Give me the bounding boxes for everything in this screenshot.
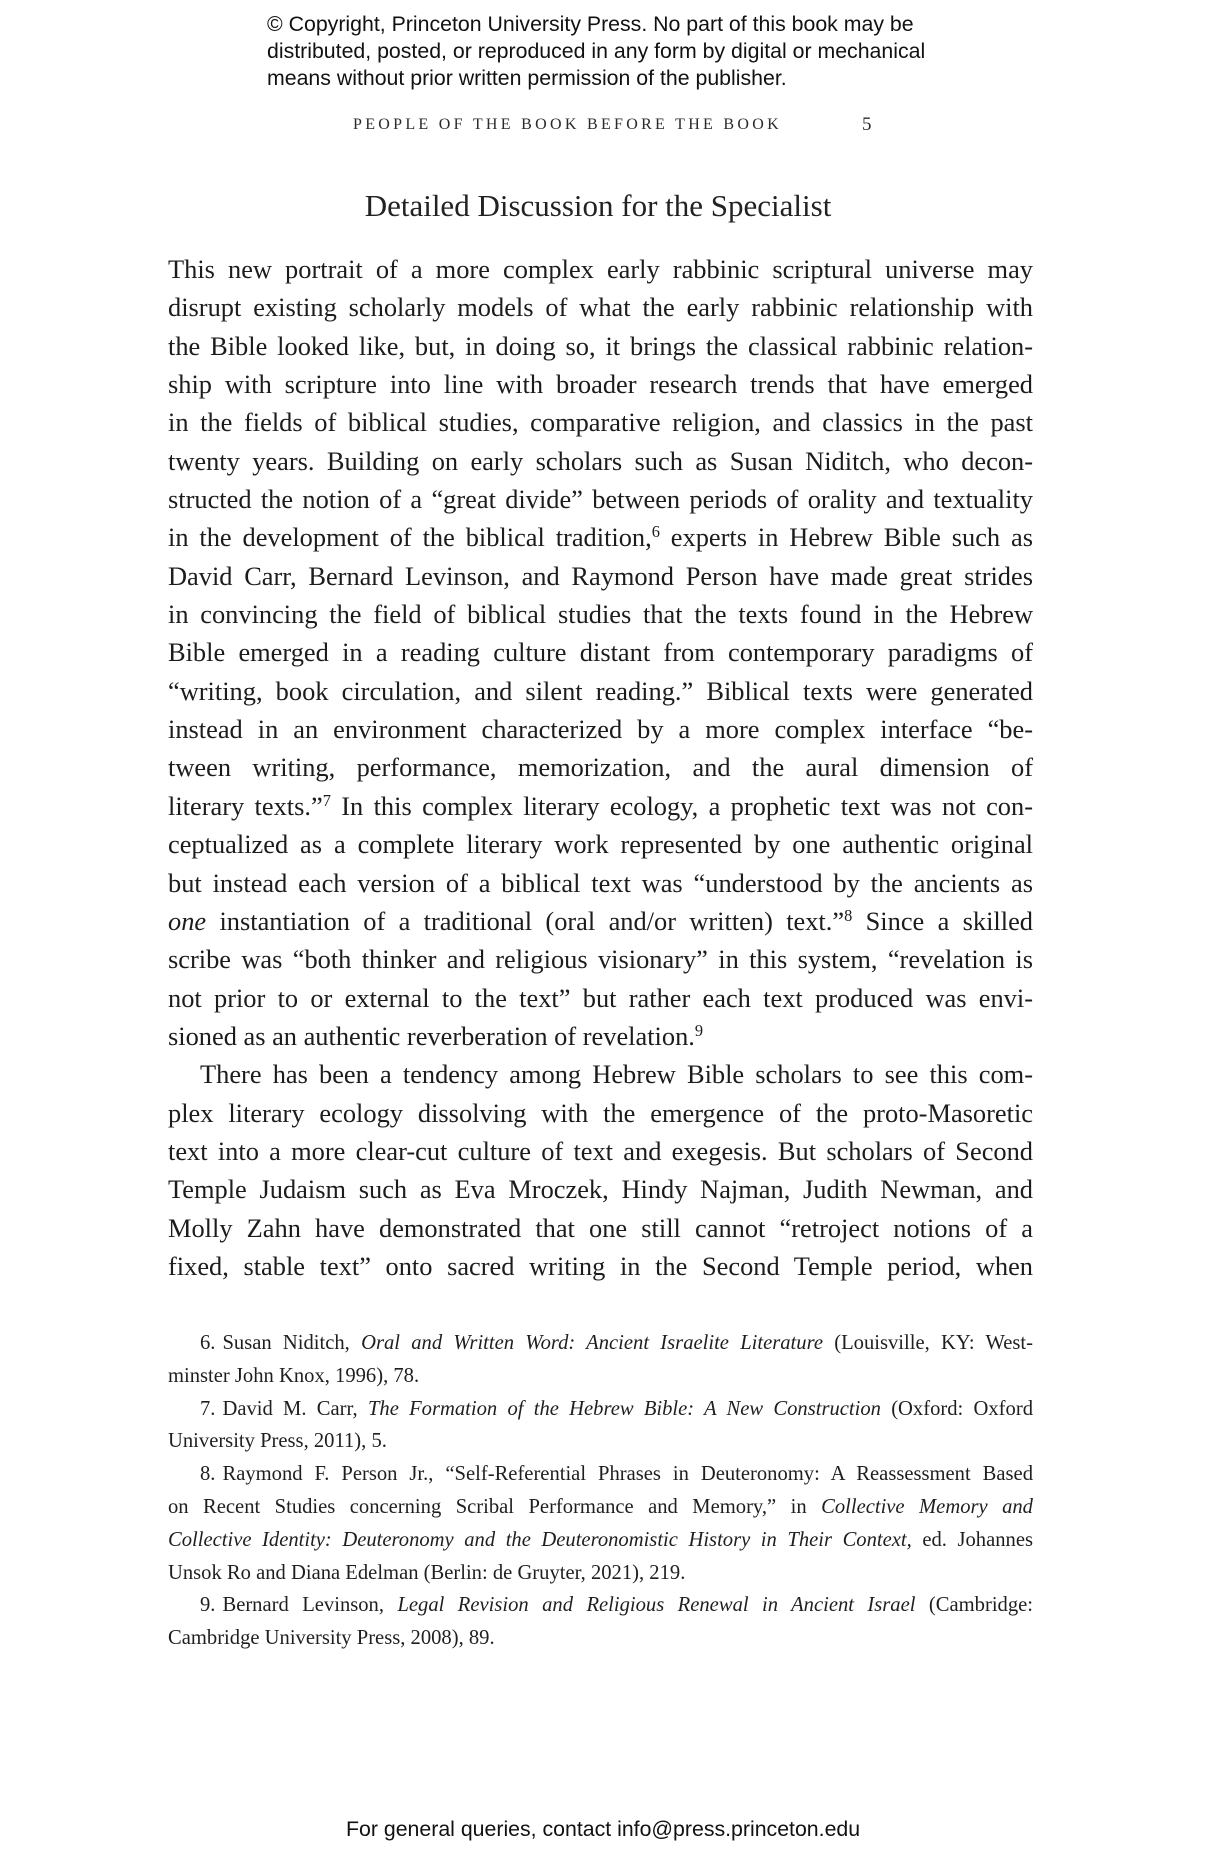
- footnote-marker[interactable]: 7: [322, 790, 331, 810]
- text-run: ceptualized as a complete literary work represented by one authentic original: [168, 829, 1033, 860]
- text-run: (Louisville, KY: West-: [822, 1332, 1033, 1354]
- text-line: [168, 979, 1033, 1017]
- text-run: literary texts.”: [168, 790, 323, 821]
- text-run: twenty years. Building on early scholars such as Susan Niditch, who decon-: [168, 445, 1033, 476]
- page-number: 5: [862, 114, 872, 135]
- text-line: [168, 864, 1033, 902]
- italic-text: Oral and Written Word: Ancient Israelite Literature: [361, 1332, 823, 1354]
- footnote-line: [168, 1589, 1033, 1622]
- footnote-line: [168, 1491, 1033, 1524]
- footnote: [168, 1393, 1033, 1459]
- text-run: in the development of the biblical tradition,: [168, 522, 652, 553]
- text-line: [168, 1247, 1033, 1285]
- text-line: [168, 1132, 1033, 1170]
- text-run: scribe was “both thinker and religious visionary” in this system, “revelation is: [168, 944, 1033, 975]
- text-line: [168, 633, 1033, 671]
- text-run: not prior to or external to the text” but rather each text produced was envi-: [168, 982, 1033, 1013]
- text-run: Unsok Ro and Diana Edelman (Berlin: de Gruyter, 2021), 219.: [168, 1561, 686, 1584]
- footnote-line: [168, 1425, 1033, 1458]
- text-line: [168, 557, 1033, 595]
- text-run: Bible emerged in a reading culture distant from contemporary paradigms of: [168, 637, 1033, 668]
- running-head-title: PEOPLE OF THE BOOK BEFORE THE BOOK: [353, 116, 782, 133]
- footnote-number: 8.: [200, 1463, 216, 1486]
- footnote-marker[interactable]: 6: [651, 522, 660, 542]
- footnote-line: [168, 1360, 1033, 1393]
- footer-contact: For general queries, contact info@press.princeton.edu: [346, 1817, 861, 1841]
- text-run: ed. Johannes: [911, 1528, 1033, 1551]
- text-line: [168, 480, 1033, 518]
- italic-text: Collective Memory and: [821, 1495, 1033, 1518]
- text-line: [168, 1094, 1033, 1132]
- footnote-line: [168, 1393, 1033, 1426]
- text-line: [168, 902, 1033, 940]
- text-run: in convincing the field of biblical studies that the texts found in the Hebrew: [168, 599, 1033, 630]
- text-run: instantiation of a traditional (oral and/or written) text.”: [206, 905, 845, 936]
- text-line: [168, 710, 1033, 748]
- text-run: in the fields of biblical studies, comparative religion, and classics in the past: [168, 407, 1033, 438]
- text-run: Cambridge University Press, 2008), 89.: [168, 1627, 495, 1650]
- italic-text: Legal Revision and Religious Renewal in Ancient Israel: [397, 1594, 916, 1617]
- text-run: sioned as an authentic reverberation of revelation.: [168, 1020, 695, 1051]
- italic-text: Collective Identity: Deuteronomy and the Deuteronomistic History in Their Context,: [168, 1528, 912, 1551]
- copyright-line: distributed, posted, or reproduced in any form by digital or mechanical: [267, 39, 926, 63]
- text-run: experts in Hebrew Bible such as: [659, 522, 1033, 553]
- text-run: Temple Judaism such as Eva Mroczek, Hindy Najman, Judith Newman, and: [168, 1174, 1033, 1205]
- text-line: [168, 288, 1033, 326]
- footnote-line: [168, 1327, 1033, 1360]
- italic-text: The Formation of the Hebrew Bible: A New Construction: [367, 1397, 881, 1420]
- text-run: minster John Knox, 1996), 78.: [168, 1364, 420, 1387]
- footnote-marker[interactable]: 8: [844, 905, 853, 925]
- text-line: [168, 595, 1033, 633]
- text-run: disrupt existing scholarly models of what the early rabbinic relationship with: [168, 292, 1033, 323]
- text-run: instead in an environment characterized by a more complex interface “be-: [168, 714, 1033, 745]
- text-line: [168, 1209, 1033, 1247]
- section-heading: Detailed Discussion for the Specialist: [364, 188, 832, 223]
- text-run: Molly Zahn have demonstrated that one still cannot “retroject notions of a: [168, 1212, 1033, 1243]
- footnote: [168, 1327, 1033, 1393]
- text-run: the Bible looked like, but, in doing so, it brings the classical rabbinic relation-: [168, 330, 1033, 361]
- footnote-line: [168, 1622, 1033, 1655]
- text-line: [168, 403, 1033, 441]
- text-run: David Carr, Bernard Levinson, and Raymond Person have made great strides: [168, 560, 1033, 591]
- text-line: [168, 365, 1033, 403]
- text-run: but instead each version of a biblical text was “understood by the ancients as: [168, 867, 1033, 898]
- text-line: [168, 748, 1033, 786]
- footnotes: [168, 1327, 1033, 1655]
- text-run: (Oxford: Oxford: [880, 1397, 1033, 1420]
- text-run: (Cambridge:: [915, 1594, 1034, 1617]
- text-line: [168, 1055, 1033, 1093]
- text-run: ship with scripture into line with broader research trends that have emerged: [168, 369, 1033, 400]
- text-line: [168, 787, 1033, 825]
- footnote-line: [168, 1458, 1033, 1491]
- text-line: [168, 518, 1033, 556]
- text-line: [168, 1170, 1033, 1208]
- text-run: structed the notion of a “great divide” between periods of orality and textuality: [168, 484, 1033, 515]
- copyright-notice: [267, 11, 987, 92]
- text-run: “writing, book circulation, and silent reading.” Biblical texts were generated: [168, 675, 1033, 706]
- text-line: [168, 1017, 1033, 1055]
- footnote-marker[interactable]: 9: [694, 1020, 704, 1040]
- text-run: David M. Carr,: [222, 1397, 368, 1420]
- text-run: Since a skilled: [852, 905, 1034, 936]
- footnote: [168, 1458, 1033, 1589]
- italic-text: one: [168, 905, 207, 936]
- copyright-line: means without prior written permission of the publisher.: [267, 66, 787, 90]
- text-line: [168, 442, 1033, 480]
- text-run: University Press, 2011), 5.: [168, 1430, 387, 1453]
- footnote: [168, 1589, 1033, 1655]
- footnote-number: 7.: [200, 1397, 216, 1420]
- footnote-number: 9.: [200, 1594, 216, 1617]
- text-line: [168, 825, 1033, 863]
- text-run: This new portrait of a more complex early rabbinic scriptural universe may: [168, 254, 1033, 284]
- paragraph: [168, 250, 1033, 1055]
- text-run: Susan Niditch,: [222, 1332, 362, 1354]
- footnote-number: 6.: [200, 1332, 216, 1354]
- text-run: plex literary ecology dissolving with the emergence of the proto-Masoretic: [168, 1097, 1033, 1128]
- text-line: [168, 940, 1033, 978]
- text-run: text into a more clear-cut culture of text and exegesis. But scholars of Second: [168, 1135, 1033, 1166]
- text-run: Bernard Levinson,: [222, 1594, 398, 1617]
- text-line: [168, 250, 1033, 288]
- copyright-line: © Copyright, Princeton University Press. No part of this book may be: [267, 12, 914, 36]
- footnote-line: [168, 1557, 1033, 1590]
- text-line: [168, 672, 1033, 710]
- text-run: Raymond F. Person Jr., “Self-Referential Phrases in Deuteronomy: A Reassessment Based: [222, 1463, 1033, 1486]
- text-run: In this complex literary ecology, a prophetic text was not con-: [330, 790, 1033, 821]
- body-text: [168, 250, 1033, 1285]
- paragraph: [168, 1055, 1033, 1285]
- text-run: tween writing, performance, memorization, and the aural dimension of: [168, 752, 1033, 783]
- footnote-line: [168, 1524, 1033, 1557]
- text-line: [168, 327, 1033, 365]
- text-run: on Recent Studies concerning Scribal Performance and Memory,” in: [168, 1495, 822, 1518]
- text-run: fixed, stable text” onto sacred writing in the Second Temple period, when: [168, 1250, 1033, 1281]
- text-run: There has been a tendency among Hebrew Bible scholars to see this com-: [200, 1059, 1033, 1090]
